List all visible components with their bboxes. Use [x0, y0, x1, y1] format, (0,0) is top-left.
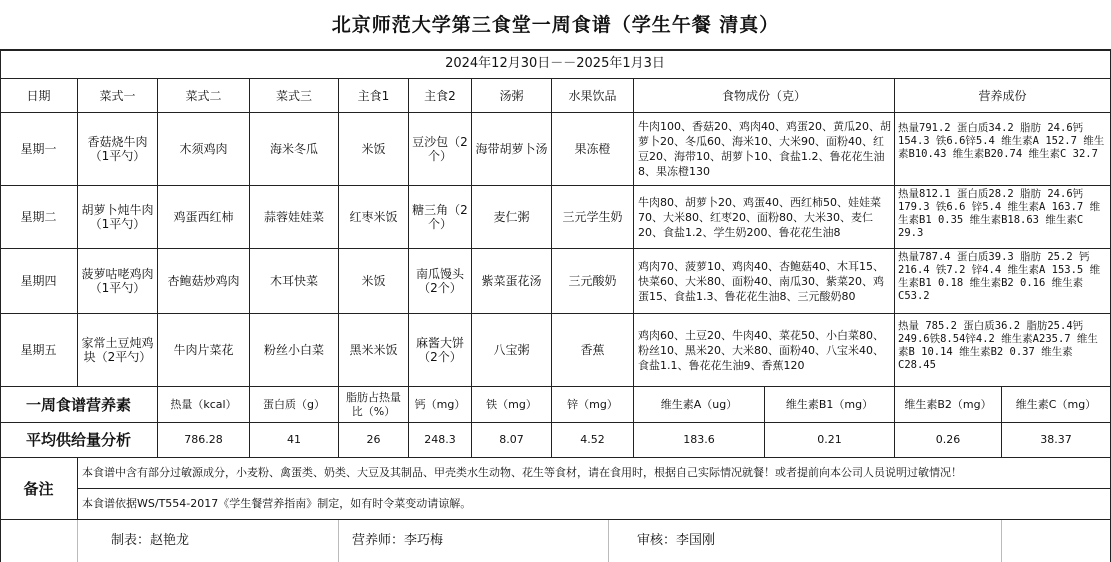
summary-header: 锌（mg） [552, 387, 634, 423]
staple2-cell: 南瓜馒头（2个） [409, 249, 472, 314]
nutrition-cell: 热量787.4 蛋白质39.3 脂肪 25.2 钙216.4 铁7.2 锌4.4 维生素A 153.5 维生素B1 0.18 维生素B2 0.16 维生素C53.2 [895, 249, 1111, 314]
avg-value: 248.3 [409, 423, 472, 458]
staple2-cell: 麻酱大饼（2个） [409, 314, 472, 387]
header-staple2: 主食2 [409, 79, 472, 113]
allergen-note: 本食谱中含有部分过敏源成分，小麦粉、禽蛋类、奶类、大豆及其制品、甲壳类水生动物、花生等食材，请在食用时，根据自己实际情况就餐！或者提前向本公司人员说明过敏情况！ [78, 458, 1111, 489]
summary-header: 脂肪占热量比（%） [339, 387, 409, 423]
dish1-cell: 家常土豆炖鸡块（2平勺） [78, 314, 158, 387]
fruit-cell: 果冻橙 [552, 113, 634, 186]
day-label: 星期一 [0, 113, 78, 186]
header-fruit: 水果饮品 [552, 79, 634, 113]
dish1-cell: 香菇烧牛肉（1平勺） [78, 113, 158, 186]
soup-cell: 麦仁粥 [472, 186, 552, 249]
avg-value: 0.21 [765, 423, 895, 458]
header-dish3: 菜式三 [250, 79, 339, 113]
footer-right-pad [1002, 520, 1111, 562]
notes-label: 备注 [0, 458, 78, 520]
dish2-cell: 鸡蛋西红柿 [158, 186, 250, 249]
header-dish1: 菜式一 [78, 79, 158, 113]
dish1-cell: 胡萝卜炖牛肉（1平勺） [78, 186, 158, 249]
staple2-cell: 豆沙包（2个） [409, 113, 472, 186]
staple1-cell: 米饭 [339, 113, 409, 186]
reviewer-signature: 审核：李国刚 [609, 520, 1002, 562]
summary-header: 钙（mg） [409, 387, 472, 423]
fruit-cell: 香蕉 [552, 314, 634, 387]
soup-cell: 八宝粥 [472, 314, 552, 387]
ingredients-cell: 鸡肉70、菠萝10、鸡肉40、杏鲍菇40、木耳15、快菜60、大米80、面粉40、南瓜30、紫菜20、鸡蛋15、食盐1.3、鲁花花生油8、三元酸奶80 [634, 249, 895, 314]
dish3-cell: 海米冬瓜 [250, 113, 339, 186]
summary-header: 铁（mg） [472, 387, 552, 423]
avg-value: 38.37 [1002, 423, 1111, 458]
ingredients-cell: 鸡肉60、土豆20、牛肉40、菜花50、小白菜80、粉丝10、黑米20、大米80、面粉40、八宝米40、食盐1.1、鲁花花生油9、香蕉120 [634, 314, 895, 387]
soup-cell: 紫菜蛋花汤 [472, 249, 552, 314]
summary-header: 维生素B1（mg） [765, 387, 895, 423]
footer-left-pad [0, 520, 78, 562]
header-nutrition: 营养成份 [895, 79, 1111, 113]
avg-value: 786.28 [158, 423, 250, 458]
dish2-cell: 杏鲍菇炒鸡肉 [158, 249, 250, 314]
avg-value: 8.07 [472, 423, 552, 458]
page-title: 北京师范大学第三食堂一周食谱（学生午餐 清真） [0, 0, 1111, 50]
dish3-cell: 蒜蓉娃娃菜 [250, 186, 339, 249]
header-ingredients: 食物成份（克） [634, 79, 895, 113]
header-day: 日期 [0, 79, 78, 113]
dish3-cell: 木耳快菜 [250, 249, 339, 314]
staple1-cell: 黑米米饭 [339, 314, 409, 387]
ingredients-cell: 牛肉100、香菇20、鸡肉40、鸡蛋20、黄瓜20、胡萝卜20、冬瓜60、海米10、大米90、面粉40、红豆20、海带10、胡萝卜10、食盐1.2、鲁花花生油8、果冻橙130 [634, 113, 895, 186]
fruit-cell: 三元学生奶 [552, 186, 634, 249]
staple2-cell: 糖三角（2个） [409, 186, 472, 249]
dish2-cell: 木须鸡肉 [158, 113, 250, 186]
summary-header: 维生素C（mg） [1002, 387, 1111, 423]
ingredients-cell: 牛肉80、胡萝卜20、鸡蛋40、西红柿50、娃娃菜70、大米80、红枣20、面粉80、大米30、麦仁20、食盐1.2、学生奶200、鲁花花生油8 [634, 186, 895, 249]
header-soup: 汤粥 [472, 79, 552, 113]
avg-value: 0.26 [895, 423, 1002, 458]
nutrition-cell: 热量812.1 蛋白质28.2 脂肪 24.6钙179.3 铁6.6 锌5.4 维生素A 163.7 维生素B1 0.35 维生素B18.63 维生素C 29.3 [895, 186, 1111, 249]
date-range: 2024年12月30日－－2025年1月3日 [0, 50, 1111, 79]
guideline-note: 本食谱依据WS/T554-2017《学生餐营养指南》制定，如有时令菜变动请谅解。 [78, 489, 1111, 520]
day-label: 星期四 [0, 249, 78, 314]
summary-label: 一周食谱营养素 [0, 387, 158, 423]
header-staple1: 主食1 [339, 79, 409, 113]
nutrition-cell: 热量 785.2 蛋白质36.2 脂肪25.4钙249.6铁8.54锌4.2 维生素A235.7 维生素B 10.14 维生素B2 0.37 维生素C28.45 [895, 314, 1111, 387]
dish2-cell: 牛肉片菜花 [158, 314, 250, 387]
nutritionist-signature: 营养师：李巧梅 [339, 520, 609, 562]
soup-cell: 海带胡萝卜汤 [472, 113, 552, 186]
avg-value: 183.6 [634, 423, 765, 458]
avg-label: 平均供给量分析 [0, 423, 158, 458]
day-label: 星期五 [0, 314, 78, 387]
staple1-cell: 米饭 [339, 249, 409, 314]
avg-value: 4.52 [552, 423, 634, 458]
day-label: 星期二 [0, 186, 78, 249]
summary-header: 维生素B2（mg） [895, 387, 1002, 423]
avg-value: 26 [339, 423, 409, 458]
summary-header: 热量（kcal） [158, 387, 250, 423]
dish3-cell: 粉丝小白菜 [250, 314, 339, 387]
avg-value: 41 [250, 423, 339, 458]
header-dish2: 菜式二 [158, 79, 250, 113]
summary-header: 维生素A（ug） [634, 387, 765, 423]
fruit-cell: 三元酸奶 [552, 249, 634, 314]
maker-signature: 制表：赵艳龙 [78, 520, 339, 562]
summary-header: 蛋白质（g） [250, 387, 339, 423]
staple1-cell: 红枣米饭 [339, 186, 409, 249]
nutrition-cell: 热量791.2 蛋白质34.2 脂肪 24.6钙154.3 铁6.6锌5.4 维生素A 152.7 维生素B10.43 维生素B20.74 维生素C 32.7 [895, 113, 1111, 186]
dish1-cell: 菠萝咕咾鸡肉（1平勺） [78, 249, 158, 314]
